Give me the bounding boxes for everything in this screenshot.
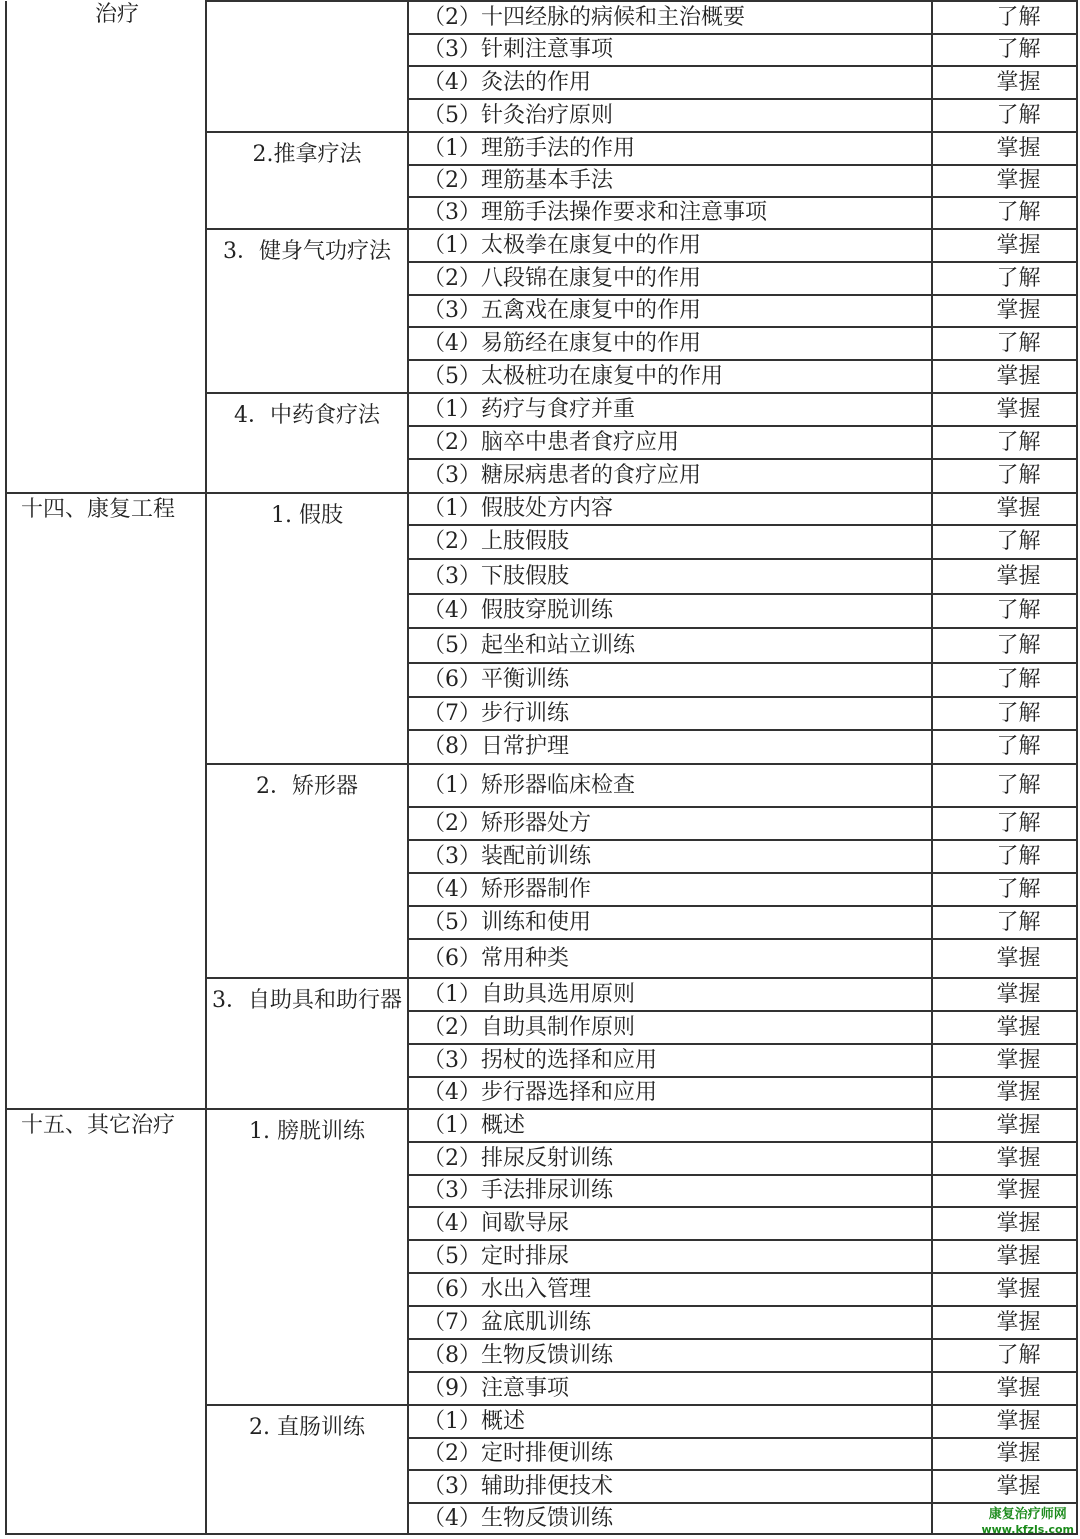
item-text: （4）间歇导尿: [408, 1207, 932, 1240]
item-level: 了解: [932, 807, 1077, 840]
item-text: （5）定时排尿: [408, 1240, 932, 1273]
subtopic-label: 2．矫形器: [256, 774, 358, 799]
item-level: 了解: [932, 327, 1077, 360]
item-text: （1）矫形器临床检查: [408, 764, 932, 807]
item-level: 掌握: [932, 393, 1077, 426]
item-text: （1）太极拳在康复中的作用: [408, 229, 932, 262]
item-level: 掌握: [932, 165, 1077, 197]
item-text: （4）假肢穿脱训练: [408, 594, 932, 628]
item-text: （5）起坐和站立训练: [408, 628, 932, 663]
item-level: 掌握: [932, 1372, 1077, 1405]
item-text: （2）上肢假肢: [408, 525, 932, 559]
item-level: 了解: [932, 459, 1077, 493]
item-level: 了解: [932, 730, 1077, 764]
category-cell: [6, 493, 206, 1109]
watermark-logo: [981, 1507, 1074, 1537]
item-text: （3）拐杖的选择和应用: [408, 1044, 932, 1077]
item-level: 掌握: [932, 559, 1077, 594]
syllabus-table-body: [6, 1, 1077, 1534]
table-row: [6, 1109, 1077, 1142]
subtopic-cell: [206, 1, 408, 132]
syllabus-table: [5, 0, 1078, 1535]
item-text: （5）针灸治疗原则: [408, 99, 932, 132]
subtopic-cell: [206, 764, 408, 978]
item-level: 掌握: [932, 1240, 1077, 1273]
item-text: （4）灸法的作用: [408, 66, 932, 99]
subtopic-label: 1. 假肢: [271, 503, 343, 528]
item-level: 了解: [932, 764, 1077, 807]
item-text: （2）自助具制作原则: [408, 1011, 932, 1044]
item-text: （6）水出入管理: [408, 1273, 932, 1306]
item-level: 了解: [932, 628, 1077, 663]
item-text: （7）盆底肌训练: [408, 1306, 932, 1339]
item-level: 了解: [932, 1339, 1077, 1372]
item-text: （3）手法排尿训练: [408, 1175, 932, 1207]
item-level: 了解: [932, 99, 1077, 132]
item-level: 了解: [932, 906, 1077, 939]
item-level: 掌握: [932, 1175, 1077, 1207]
item-text: （2）八段锦在康复中的作用: [408, 262, 932, 295]
category-cell: [6, 1, 206, 493]
item-text: （3）辅助排便技术: [408, 1470, 932, 1503]
item-level: 掌握: [932, 1142, 1077, 1175]
item-level: 了解: [932, 594, 1077, 628]
category-label: 十五、其它治疗: [21, 1113, 176, 1138]
subtopic-label: 4．中药食疗法: [234, 403, 380, 428]
item-text: （1）假肢处方内容: [408, 493, 932, 525]
item-text: （5）训练和使用: [408, 906, 932, 939]
subtopic-cell: [206, 978, 408, 1109]
subtopic-label: 3．健身气功疗法: [223, 239, 391, 264]
item-level: 掌握: [932, 132, 1077, 165]
item-text: （8）日常护理: [408, 730, 932, 764]
table-row: [6, 1, 1077, 34]
item-text: （2）定时排便训练: [408, 1438, 932, 1470]
item-text: （3）针刺注意事项: [408, 34, 932, 66]
item-text: （4）矫形器制作: [408, 873, 932, 906]
item-level: 了解: [932, 34, 1077, 66]
item-level: 掌握: [932, 939, 1077, 978]
item-level: 掌握: [932, 493, 1077, 525]
subtopic-label: 1. 膀胱训练: [249, 1119, 365, 1144]
item-text: （2）矫形器处方: [408, 807, 932, 840]
item-level: 掌握: [932, 229, 1077, 262]
item-level: 了解: [932, 525, 1077, 559]
item-text: （6）平衡训练: [408, 663, 932, 697]
item-text: （3）装配前训练: [408, 840, 932, 873]
item-text: （5）太极桩功在康复中的作用: [408, 360, 932, 393]
item-level: 掌握: [932, 1470, 1077, 1503]
item-level: 了解: [932, 262, 1077, 295]
item-level: 了解: [932, 426, 1077, 459]
item-text: （2）排尿反射训练: [408, 1142, 932, 1175]
item-level: 掌握: [932, 1306, 1077, 1339]
item-text: （1）理筋手法的作用: [408, 132, 932, 165]
item-text: （1）概述: [408, 1405, 932, 1438]
subtopic-cell: [206, 229, 408, 393]
item-level: 掌握: [932, 1044, 1077, 1077]
item-text: （4）易筋经在康复中的作用: [408, 327, 932, 360]
item-text: （3）理筋手法操作要求和注意事项: [408, 197, 932, 229]
item-level: 掌握: [932, 1438, 1077, 1470]
subtopic-label: 2. 直肠训练: [249, 1415, 365, 1440]
item-level: 了解: [932, 197, 1077, 229]
item-text: （2）理筋基本手法: [408, 165, 932, 197]
item-level: 了解: [932, 873, 1077, 906]
subtopic-cell: [206, 493, 408, 764]
category-label: 治疗: [95, 2, 140, 27]
item-text: （3）下肢假肢: [408, 559, 932, 594]
table-row: [6, 493, 1077, 525]
item-text: （4）生物反馈训练: [408, 1503, 932, 1534]
item-level: 了解: [932, 663, 1077, 697]
item-level: 掌握: [932, 1109, 1077, 1142]
subtopic-cell: [206, 132, 408, 229]
item-level: 掌握: [932, 1077, 1077, 1109]
watermark-line1: 康复治疗师网: [988, 1507, 1067, 1522]
subtopic-label: 2.推拿疗法: [252, 142, 362, 167]
item-text: （8）生物反馈训练: [408, 1339, 932, 1372]
item-text: （1）自助具选用原则: [408, 978, 932, 1011]
item-level: 掌握: [932, 1207, 1077, 1240]
category-cell: [6, 1109, 206, 1534]
item-text: （2）十四经脉的病候和主治概要: [408, 1, 932, 34]
item-text: （3）五禽戏在康复中的作用: [408, 295, 932, 327]
item-level: 掌握: [932, 295, 1077, 327]
item-text: （9）注意事项: [408, 1372, 932, 1405]
item-level: 掌握: [932, 978, 1077, 1011]
item-level: 掌握: [932, 360, 1077, 393]
item-level: 掌握: [932, 1273, 1077, 1306]
subtopic-label: 3．自助具和助行器: [212, 988, 402, 1013]
subtopic-cell: [206, 393, 408, 493]
item-level: 掌握: [932, 1405, 1077, 1438]
item-text: （1）概述: [408, 1109, 932, 1142]
subtopic-cell: [206, 1109, 408, 1405]
item-text: （7）步行训练: [408, 697, 932, 730]
item-text: （4）步行器选择和应用: [408, 1077, 932, 1109]
item-level: 了解: [932, 697, 1077, 730]
item-level: 了解: [932, 1, 1077, 34]
subtopic-cell: [206, 1405, 408, 1534]
item-text: （6）常用种类: [408, 939, 932, 978]
item-text: （3）糖尿病患者的食疗应用: [408, 459, 932, 493]
item-level: 了解: [932, 840, 1077, 873]
watermark-line2: www.kfzls.com: [981, 1523, 1074, 1536]
category-label: 十四、康复工程: [21, 497, 176, 522]
item-level: 掌握: [932, 66, 1077, 99]
item-text: （1）药疗与食疗并重: [408, 393, 932, 426]
item-level: 掌握: [932, 1011, 1077, 1044]
item-text: （2）脑卒中患者食疗应用: [408, 426, 932, 459]
